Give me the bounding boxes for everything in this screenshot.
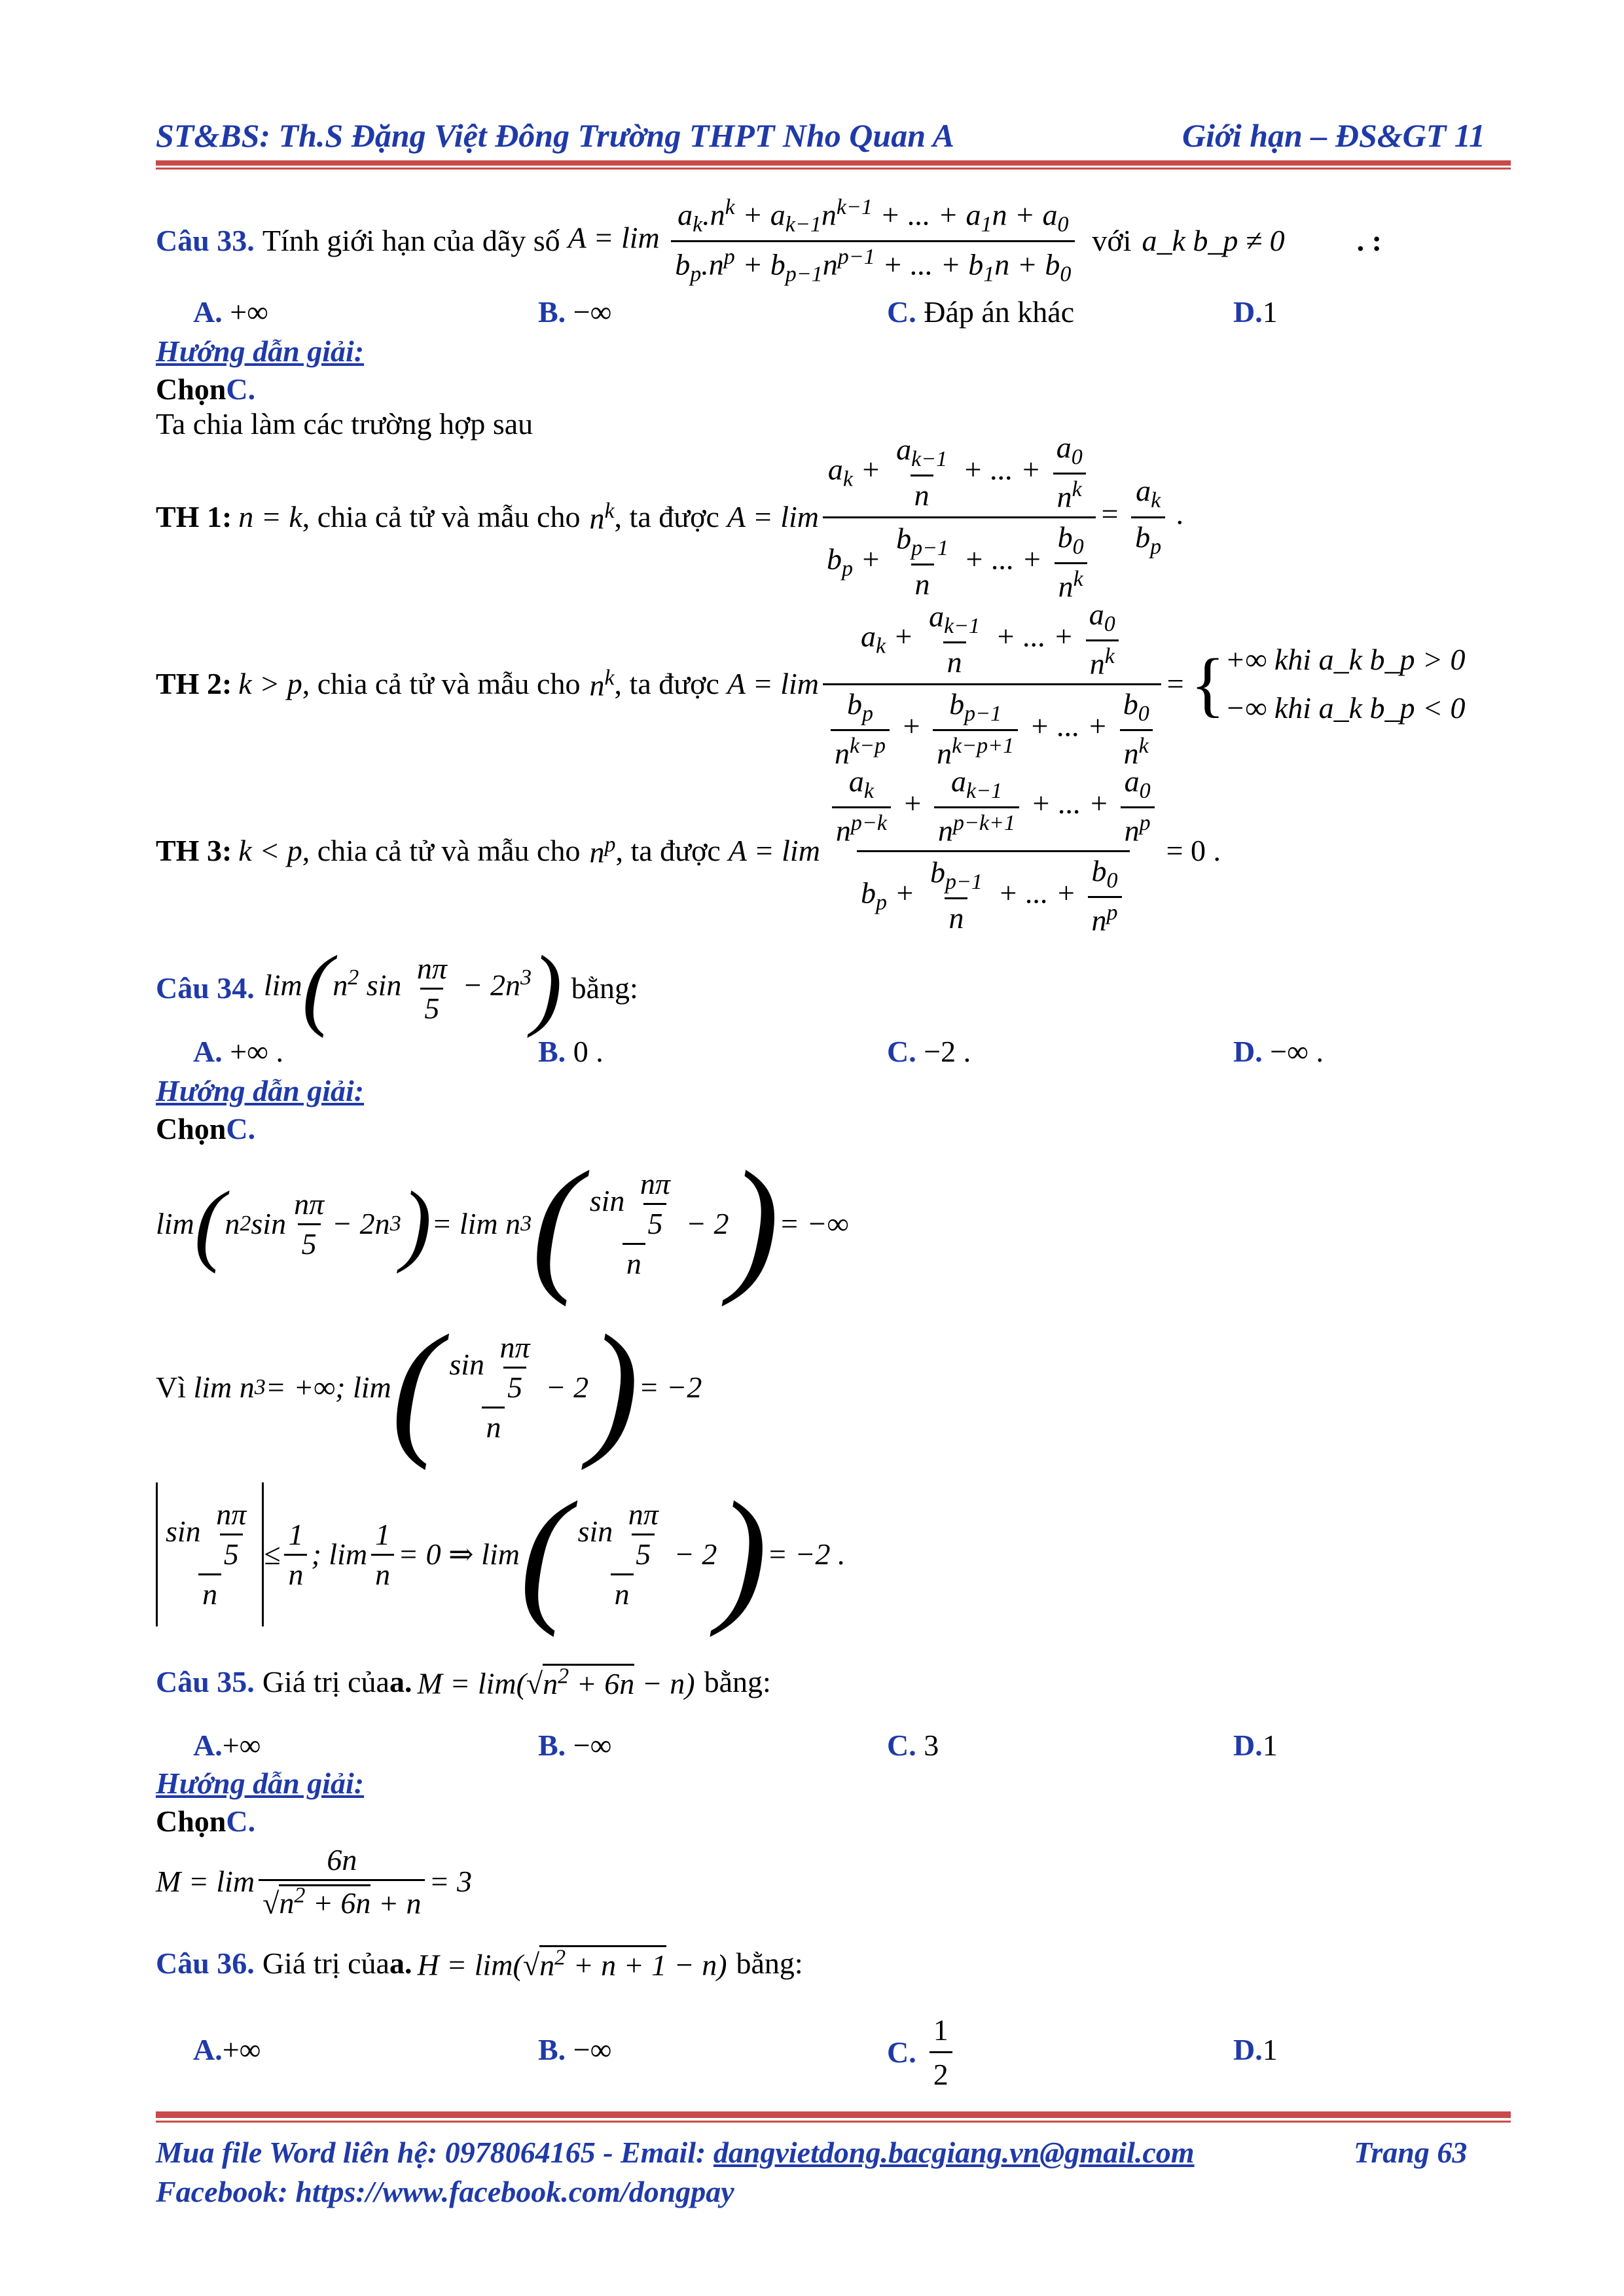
q36-label: Câu 36. [156,1946,255,1980]
q33-cond: với [1092,224,1132,258]
th2-fraction: $a_k$ + $\frac{a_{k-1}}{n}$ + ... + $\frac{a_0}{n^k}$ $\frac{b_p}{n^{k-p}}$ + $\frac{b_{p-1}}{n^{k-p+1}}$ + ... + $\frac{b_0}{n^k}$ [823,600,1161,768]
q35-tail: bằng: [704,1665,771,1698]
footer-facebook[interactable]: Facebook: https://www.facebook.com/dongpay [156,2175,734,2208]
q33-th3: TH 3: k < p , chia cả tử và mẫu cho $n^p$ , ta được A = lim $\frac{a_k}{n^{p-k}}$ + $\frac{a_{k-1}}{n^{p-k+1}}$ + ... + $\frac{a_0}{n^p}$ $b_p$ + $\frac{b_{p-1}}{n}$ + ... + $\frac{b_0}{n^p}$ = 0 . [156,764,1221,937]
q36-option-d[interactable]: D.1 [1233,2033,1278,2066]
q33-th2: TH 2: k > p , chia cả tử và mẫu cho $n^k$ , ta được A = lim $a_k$ + $\frac{a_{k-1}}{n}$ + ... + $\frac{a_0}{n^k}$ $\frac{b_p}{n^{k-p}}$ + $\frac{b_{p-1}}{n^{k-p+1}}$ + ... + $\frac{b_0}{n^k}$ = { +∞ khi a_k b_p > 0 −∞ khi a_k b_p < 0 [156,597,1466,770]
q33-option-a[interactable]: A. +∞ [193,295,268,329]
footer-page: Trang 63 [1354,2136,1468,2169]
th1-fraction: $a_k$ + $\frac{a_{k-1}}{n}$ + ... + $\frac{a_0}{n^k}$ $b_p$ + $\frac{b_{p-1}}{n}$ + ... + $\frac{b_0}{n^k}$ [823,433,1096,601]
q35-option-b[interactable]: B. −∞ [538,1729,612,1762]
q33-intro: Ta chia làm các trường hợp sau [156,407,533,440]
header-rule [156,160,1511,166]
th3-fraction: $\frac{a_k}{n^{p-k}}$ + $\frac{a_{k-1}}{n^{p-k+1}}$ + ... + $\frac{a_0}{n^p}$ $b_p$ + $\frac{b_{p-1}}{n}$ + ... + $\frac{b_0}{n^p}$ [824,766,1163,935]
q35-option-a[interactable]: A.+∞ [193,1729,261,1762]
header-left: ST&BS: Th.S Đặng Việt Đông Trường THPT Nho Quan A [156,117,954,154]
q33-option-b[interactable]: B. −∞ [538,295,612,329]
q33-guide: Hướng dẫn giải: [156,334,365,368]
footer-email-link[interactable]: dangvietdong.bacgiang.vn@gmail.com [713,2136,1195,2169]
q33-label: Câu 33. [156,224,255,258]
th1-label: TH 1: [156,500,232,533]
th2-case2: −∞ khi a_k b_p < 0 [1225,691,1466,725]
footer-rule [156,2111,1511,2118]
q34-choose: ChọnC. [156,1112,256,1145]
footer-line1: Mua file Word liên hệ: 0978064165 - Email: dangvietdong.bacgiang.vn@gmail.com [156,2136,1195,2169]
q34-option-b[interactable]: B. 0 . [538,1035,604,1068]
q34-stem: Câu 34. $\lim(n^2$ sin $\frac{n\pi}{5}$ − $2n^3$) bằng: [156,937,638,1039]
q34-label: Câu 34. [156,971,255,1005]
q33-choose: ChọnC. [156,372,256,406]
th2-label: TH 2: [156,667,232,700]
q36-option-a[interactable]: A.+∞ [193,2033,261,2066]
q36-option-b[interactable]: B. −∞ [538,2033,612,2066]
q34-guide: Hướng dẫn giải: [156,1074,365,1107]
th2-case1: +∞ khi a_k b_p > 0 [1225,643,1466,676]
q35-option-d[interactable]: D.1 [1233,1729,1278,1762]
q34-step2: Vì lim n 3 = +∞; lim ( sin $\frac{n\pi}{5}$ n − 2 ) = −2 [156,1304,702,1471]
q33-text: Tính giới hạn của dãy số [262,224,560,258]
q35-text: Giá trị của [262,1665,389,1698]
q34-vi: Vì [156,1371,186,1404]
q34-option-a[interactable]: A. +∞ . [193,1035,283,1068]
q35-a: a. [389,1665,412,1698]
q35-option-c[interactable]: C. 3 [887,1729,939,1762]
q35-solution: M = lim $\frac{6n}{√n^2 + 6n + n}$ = 3 [156,1842,473,1920]
header-right: Giới hạn – ĐS&GT 11 [1182,117,1486,154]
header-rule-thin [156,168,1511,170]
q36-tail: bằng: [736,1946,803,1980]
q36-text: Giá trị của [262,1946,389,1980]
q34-step1: lim ( n 2 sin $\frac{n\pi}{5}$ − 2n 3 ) = lim n 3 ( sin $\frac{n\pi}{5}$ n − 2 ) = −∞ [156,1140,849,1307]
q33-formula: A = lim $\frac{a_k.n^k + a_{k-1}n^{k-1} + ... + a_1n + a_0}{b_p.n^p + b_{p-1}n^{p-1} + ... + b_1n + b_0}$ [568,196,1079,285]
q33-option-d[interactable]: D.1 [1233,295,1278,329]
q34-option-c[interactable]: C. −2 . [887,1035,971,1068]
q33-tail: . : [1356,224,1382,258]
footer-rule-thin [156,2121,1511,2123]
q34-step3: sin $\frac{n\pi}{5}$ n ≤ $\frac{1}{n}$ ; lim $\frac{1}{n}$ = 0 ⇒ lim ( sin $\frac{n\pi}{5}$ n − 2 ) = −2 . [156,1479,846,1630]
q36-a: a. [389,1946,412,1980]
q33-stem [156,196,1382,285]
q36-stem: Câu 36. Giá trị của a. $H = \lim(√n^2 + n + 1 - n)$ bằng: [156,1945,803,1982]
th3-label: TH 3: [156,834,232,867]
q33-option-c[interactable]: C. Đáp án khác [887,295,1075,329]
q35-label: Câu 35. [156,1665,255,1698]
q34-tail: bằng: [571,971,638,1005]
q35-guide: Hướng dẫn giải: [156,1767,365,1800]
q33-th1: TH 1: n = k , chia cả tử và mẫu cho $n^k$ , ta được A = lim $a_k$ + $\frac{a_{k-1}}{n}$ + ... + $\frac{a_0}{n^k}$ $b_p$ + $\frac{b_{p-1}}{n}$ + ... + $\frac{b_0}{n^k}$ = $\frac{a_k}{b_p}$ . [156,430,1185,603]
q36-option-c[interactable]: C. $\frac{1}{2}$ [887,2013,956,2092]
q33-cond-expr: a_k b_p ≠ 0 [1142,224,1285,258]
q35-stem: Câu 35. Giá trị của a. $M = \lim(√n^2 + 6n - n)$ bằng: [156,1664,771,1700]
q35-choose: ChọnC. [156,1804,256,1838]
q34-option-d[interactable]: D. −∞ . [1233,1035,1324,1068]
